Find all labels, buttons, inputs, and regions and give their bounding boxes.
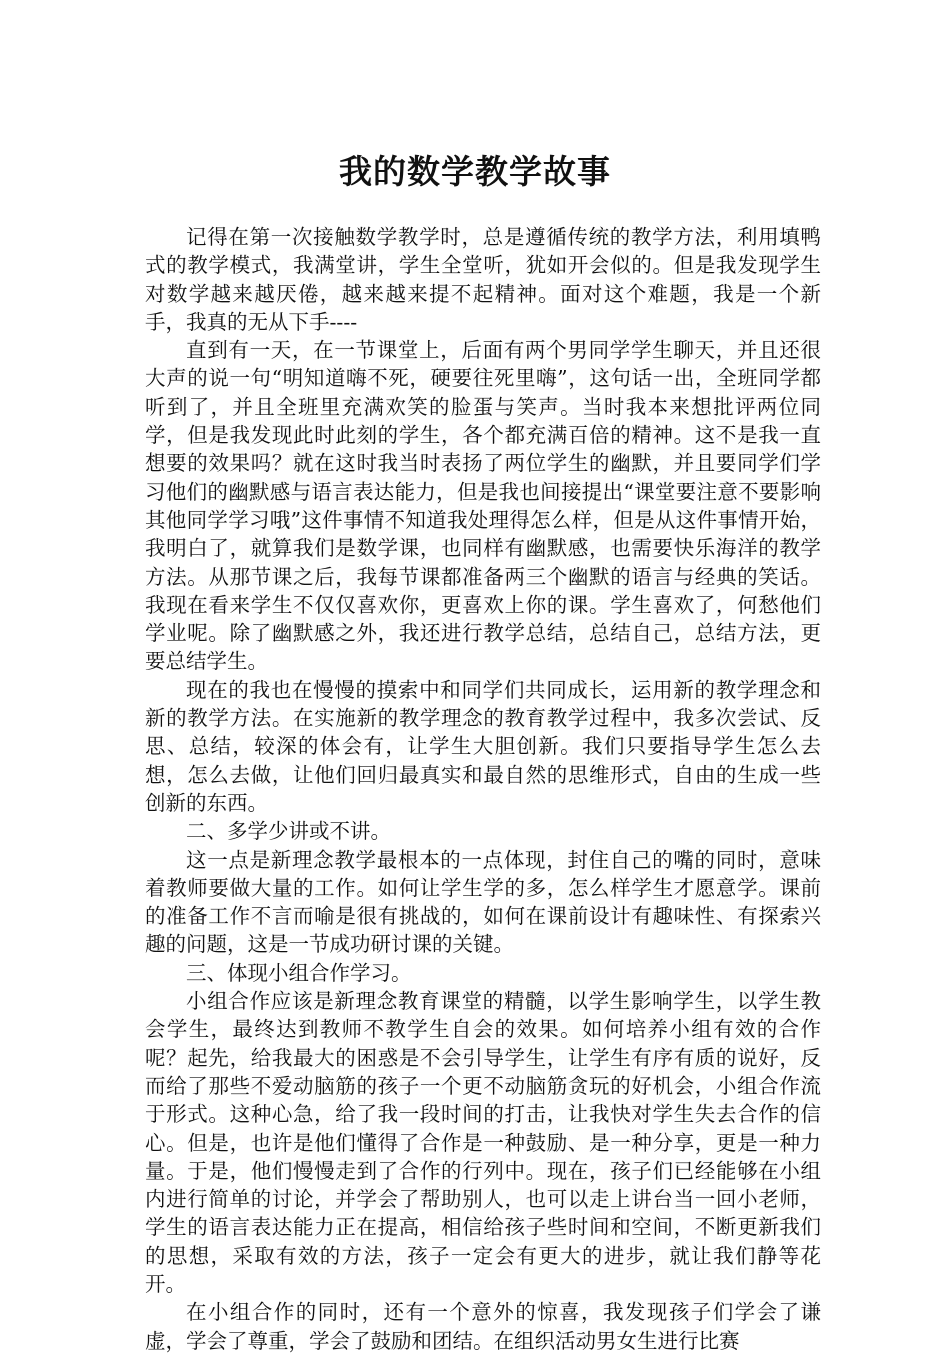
paragraph: 小组合作应该是新理念教育课堂的精髓，以学生影响学生，以学生教会学生，最终达到教师不教学生自会的效果。如何培养小组有效的合作呢？起先，给我最大的困惑是不会引导学生，让学生有序有质的说好，反而给了那些不爱动脑筋的孩子一个更不动脑筋贪玩的好机会，小组合作流于形式。这种心急，给了我一段时间的打击，让我快对学生失去合作的信心。但是，也许是他们懂得了合作是一种鼓励、是一种分享，更是一种力量。于是，他们慢慢走到了合作的行列中。现在，孩子们已经能够在小组内进行简单的讨论，并学会了帮助别人，也可以走上讲台当一回小老师，学生的语言表达能力正在提高，相信给孩子些时间和空间，不断更新我们的思想，采取有效的方法，孩子一定会有更大的进步，就让我们静等花开。	[145, 989, 821, 1296]
paragraph: 现在的我也在慢慢的摸索中和同学们共同成长，运用新的教学理念和新的教学方法。在实施新的教学理念的教育教学过程中，我多次尝试、反思、总结，较深的体会有，让学生大胆创新。我们只要指导学生怎么去想，怎么去做，让他们回归最真实和最自然的思维形式，自由的生成一些创新的东西。	[145, 677, 821, 815]
paragraph: 这一点是新理念教学最根本的一点体现，封住自己的嘴的同时，意味着教师要做大量的工作。如何让学生学的多，怎么样学生才愿意学。课前的准备工作不言而喻是很有挑战的，如何在课前设计有趣味性、有探索兴趣的问题，这是一节成功研讨课的关键。	[145, 847, 821, 957]
document-title: 我的数学教学故事	[339, 152, 611, 192]
section-heading: 三、体现小组合作学习。	[186, 960, 412, 985]
paragraph: 在小组合作的同时，还有一个意外的惊喜，我发现孩子们学会了谦虚，学会了尊重，学会了鼓励和团结。在组织活动男女生进行比赛	[145, 1300, 821, 1353]
section-heading: 二、多学少讲或不讲。	[186, 819, 391, 844]
document-body	[145, 223, 821, 1355]
paragraph: 直到有一天，在一节课堂上，后面有两个男同学学生聊天，并且还很大声的说一句“明知道嗨不死，硬要往死里嗨”，这句话一出，全班同学都听到了，并且全班里充满欢笑的脸蛋与笑声。当时我本来想批评两位同学，但是我发现此时此刻的学生，各个都充满百倍的精神。这不是我一直想要的效果吗？就在这时我当时表扬了两位学生的幽默，并且要同学们学习他们的幽默感与语言表达能力，但是我也间接提出“课堂要注意不要影响其他同学学习哦”这件事情不知道我处理得怎么样，但是从这件事情开始，我明白了，就算我们是数学课，也同样有幽默感，也需要快乐海洋的教学方法。从那节课之后，我每节课都准备两三个幽默的语言与经典的笑话。我现在看来学生不仅仅喜欢你，更喜欢上你的课。学生喜欢了，何愁他们学业呢。除了幽默感之外，我还进行教学总结，总结自己，总结方法，更要总结学生。	[145, 338, 821, 674]
paragraph: 记得在第一次接触数学教学时，总是遵循传统的教学方法，利用填鸭式的教学模式，我满堂讲，学生全堂听，犹如开会似的。但是我发现学生对数学越来越厌倦，越来越来提不起精神。面对这个难题，我是一个新手，我真的无从下手----	[145, 225, 821, 334]
